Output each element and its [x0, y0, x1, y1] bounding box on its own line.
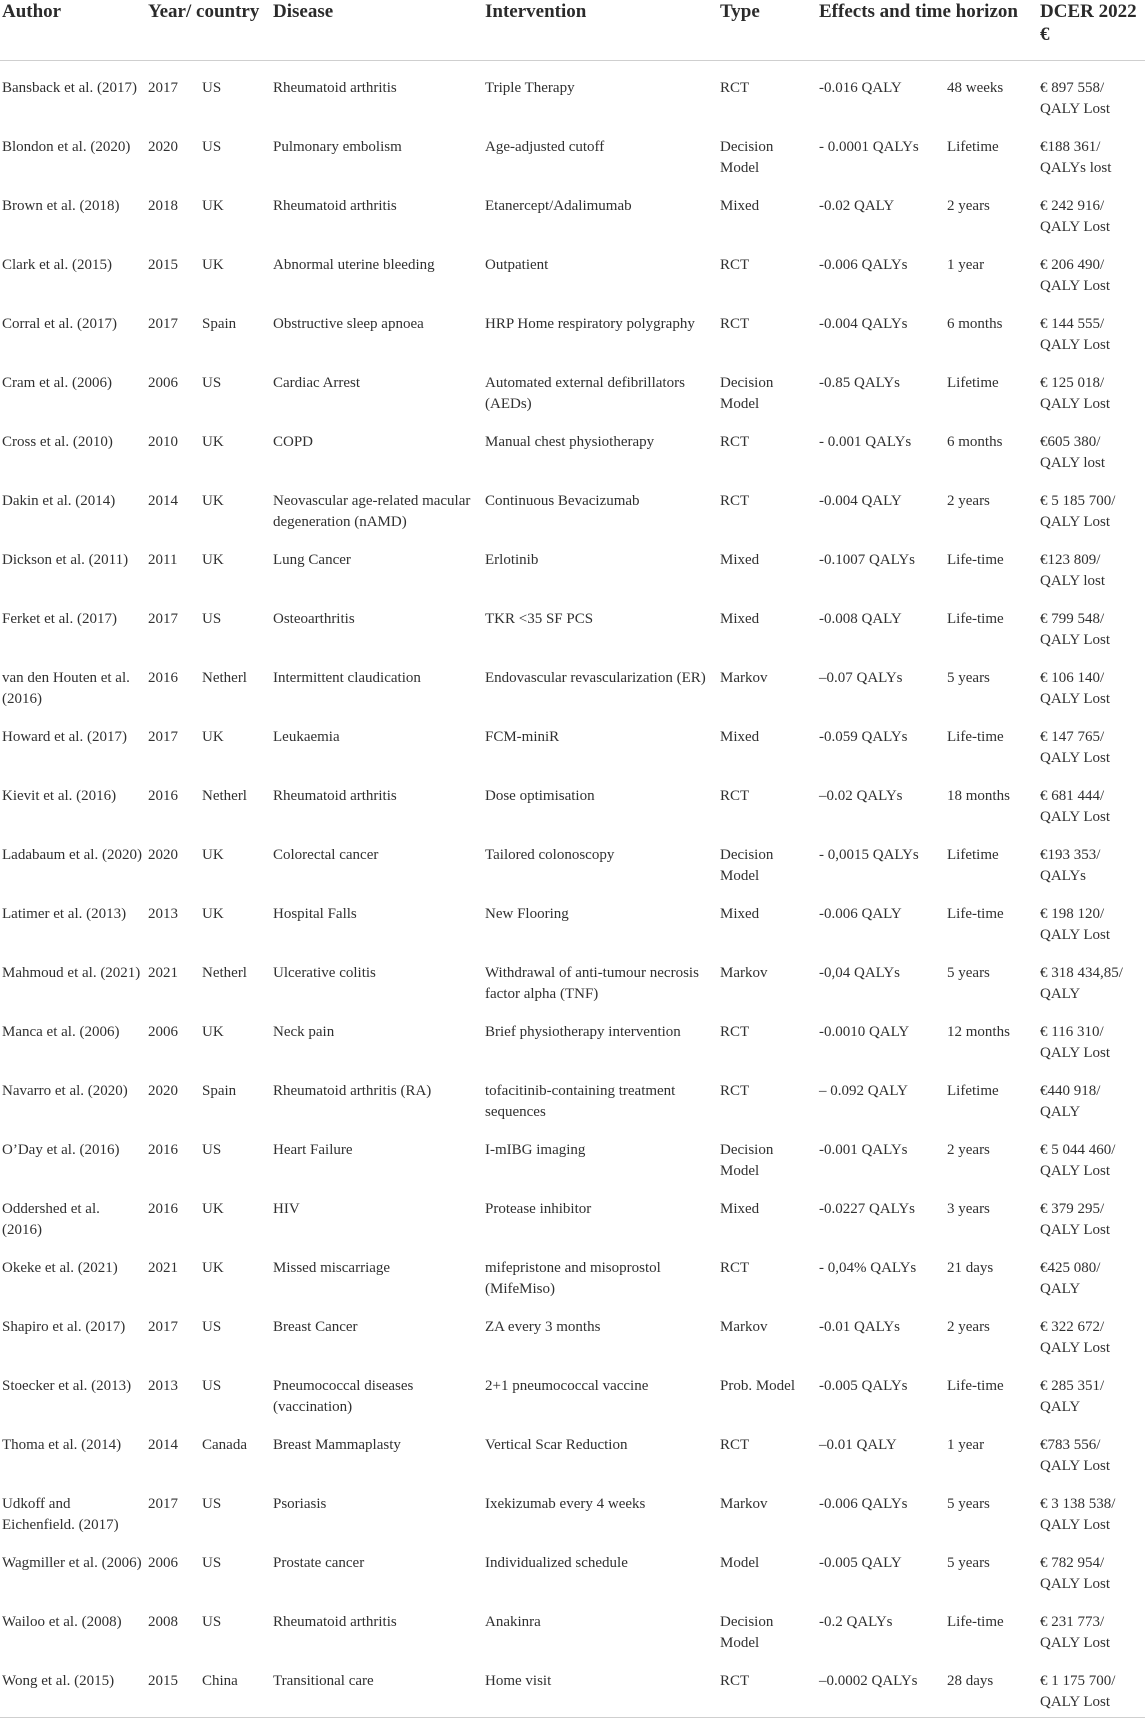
cell-effect: -0.016 QALY — [819, 80, 902, 96]
cell-intervention: tofacitinib-containing treatment sequences — [485, 1083, 676, 1120]
cell-effect: -0.1007 QALYs — [819, 552, 915, 568]
cell-intervention: Erlotinib — [485, 552, 539, 568]
cell-time-horizon: Life-time — [947, 1378, 1004, 1394]
cell-disease: Rheumatoid arthritis — [273, 80, 397, 96]
cell-effect: -0.004 QALYs — [819, 316, 908, 332]
cell-author: Stoecker et al. (2013) — [2, 1378, 132, 1394]
cell-country: Netherl — [202, 965, 247, 981]
table-row — [0, 651, 1145, 710]
cell-author: Kievit et al. (2016) — [2, 788, 117, 804]
cell-type: Markov — [720, 670, 768, 686]
cell-dcer: € 198 120/ QALY Lost — [1040, 906, 1111, 943]
cell-country: UK — [202, 906, 224, 922]
cell-author: Clark et al. (2015) — [2, 257, 112, 273]
cell-dcer: € 1 175 700/ QALY Lost — [1038, 1654, 1145, 1718]
cell-year: 2015 — [148, 257, 178, 273]
cell-country: UK — [202, 257, 224, 273]
cell-country: US — [202, 1496, 222, 1512]
cell-type: RCT — [720, 1260, 750, 1276]
cell-intervention: Age-adjusted cutoff — [485, 139, 605, 155]
cell-year: 2016 — [148, 1201, 178, 1217]
cell-type: RCT — [720, 434, 750, 450]
header-dcer: DCER 2022 € — [1038, 0, 1145, 61]
cell-author: Howard et al. (2017) — [2, 729, 127, 745]
cell-intervention: Protease inhibitor — [485, 1201, 592, 1217]
cell-type: RCT — [720, 493, 750, 509]
table-row — [0, 1477, 1145, 1536]
cell-author: Mahmoud et al. (2021) — [2, 965, 141, 981]
cell-author: Navarro et al. (2020) — [2, 1083, 128, 1099]
cell-type: RCT — [720, 80, 750, 96]
cell-author: Ferket et al. (2017) — [2, 611, 117, 627]
header-intervention: Intervention — [483, 0, 718, 61]
cell-disease: Ulcerative colitis — [273, 965, 376, 981]
table-row — [0, 61, 1145, 121]
table-row — [0, 356, 1145, 415]
cell-intervention: Continuous Bevacizumab — [485, 493, 640, 509]
table-row — [0, 887, 1145, 946]
cell-time-horizon: 2 years — [947, 1319, 990, 1335]
cell-year: 2008 — [148, 1614, 178, 1630]
cell-year: 2017 — [148, 1319, 178, 1335]
cell-country: Netherl — [202, 788, 247, 804]
cell-country: US — [202, 611, 222, 627]
cell-year: 2020 — [148, 847, 178, 863]
cell-year: 2014 — [148, 493, 178, 509]
cell-time-horizon: Life-time — [947, 729, 1004, 745]
table-row — [0, 1005, 1145, 1064]
cell-author: Cram et al. (2006) — [2, 375, 112, 391]
cell-country: Netherl — [202, 670, 247, 686]
cell-time-horizon: 12 months — [947, 1024, 1010, 1040]
cell-author: Wagmiller et al. (2006) — [2, 1555, 142, 1571]
cell-author: Corral et al. (2017) — [2, 316, 117, 332]
cell-intervention: Ixekizumab every 4 weeks — [485, 1496, 646, 1512]
cell-disease: Lung Cancer — [273, 552, 351, 568]
cell-effect: –0.01 QALY — [819, 1437, 897, 1453]
cell-dcer: € 116 310/ QALY Lost — [1040, 1024, 1111, 1061]
table-row — [0, 1418, 1145, 1477]
cell-intervention: Outpatient — [485, 257, 549, 273]
table-row — [0, 179, 1145, 238]
cell-type: Mixed — [720, 552, 760, 568]
cell-type: RCT — [720, 788, 750, 804]
cell-effect: -0,04 QALYs — [819, 965, 900, 981]
table-row — [0, 1123, 1145, 1182]
cell-year: 2015 — [146, 1654, 200, 1718]
cell-dcer: €123 809/ QALY lost — [1040, 552, 1106, 589]
cell-type: Mixed — [720, 729, 760, 745]
cell-type: Mixed — [720, 906, 760, 922]
cell-time-horizon: 5 years — [947, 670, 990, 686]
cell-dcer: € 5 185 700/ QALY Lost — [1040, 493, 1116, 530]
cell-disease: Breast Mammaplasty — [273, 1437, 401, 1453]
table-row — [0, 533, 1145, 592]
table-body — [0, 61, 1145, 1718]
cell-type: Decision Model — [720, 375, 774, 412]
cell-dcer: € 147 765/ QALY Lost — [1040, 729, 1111, 766]
cell-author: Oddershed et al. (2016) — [2, 1201, 100, 1238]
cell-country: UK — [202, 493, 224, 509]
cell-author: Bansback et al. (2017) — [2, 80, 137, 96]
cell-type: RCT — [720, 1083, 750, 1099]
header-year-country: Year/ country — [146, 0, 271, 61]
cell-country: US — [202, 1142, 222, 1158]
cell-disease: Breast Cancer — [273, 1319, 358, 1335]
cell-country: US — [202, 139, 222, 155]
cell-dcer: €188 361/ QALYs lost — [1040, 139, 1112, 176]
cell-disease: Neck pain — [273, 1024, 335, 1040]
cell-type: RCT — [720, 1024, 750, 1040]
cell-year: 2021 — [148, 965, 178, 981]
cell-intervention: Etanercept/Adalimumab — [485, 198, 632, 214]
cell-disease: Hospital Falls — [273, 906, 357, 922]
cell-type: RCT — [720, 1437, 750, 1453]
cell-disease: Intermittent claudication — [273, 670, 421, 686]
cell-type: Decision Model — [720, 847, 774, 884]
cell-time-horizon: Life-time — [947, 906, 1004, 922]
cell-type: Mixed — [720, 198, 760, 214]
cell-time-horizon: Lifetime — [947, 1083, 999, 1099]
cell-type: Decision Model — [720, 1614, 774, 1651]
cell-country: UK — [202, 729, 224, 745]
cell-intervention: Endovascular revascularization (ER) — [485, 670, 706, 686]
cell-author: Udkoff and Eichenfield. (2017) — [2, 1496, 119, 1533]
cell-effect: -0.005 QALY — [819, 1555, 902, 1571]
cell-effect: -0.0227 QALYs — [819, 1201, 915, 1217]
cell-disease: Heart Failure — [273, 1142, 353, 1158]
cell-author: Ladabaum et al. (2020) — [2, 847, 142, 863]
cell-disease: Rheumatoid arthritis (RA) — [273, 1083, 432, 1099]
cell-disease: Prostate cancer — [273, 1555, 365, 1571]
cell-author: Latimer et al. (2013) — [2, 906, 127, 922]
cell-dcer: € 681 444/ QALY Lost — [1040, 788, 1111, 825]
cell-effect: -0.85 QALYs — [819, 375, 900, 391]
cell-author: Shapiro et al. (2017) — [2, 1319, 126, 1335]
cell-author: Wailoo et al. (2008) — [2, 1614, 122, 1630]
cell-disease: Colorectal cancer — [273, 847, 379, 863]
cell-time-horizon: 18 months — [947, 788, 1010, 804]
cell-effect: –0.07 QALYs — [819, 670, 903, 686]
cell-year: 2014 — [148, 1437, 178, 1453]
cell-dcer: € 5 044 460/ QALY Lost — [1040, 1142, 1116, 1179]
cell-dcer: € 231 773/ QALY Lost — [1040, 1614, 1111, 1651]
cell-intervention: Home visit — [483, 1654, 718, 1718]
table-row — [0, 297, 1145, 356]
cell-year: 2018 — [148, 198, 178, 214]
cell-disease: Osteoarthritis — [273, 611, 355, 627]
cell-time-horizon: 2 years — [947, 493, 990, 509]
cell-time-horizon: 6 months — [947, 434, 1003, 450]
cell-effect: - 0,0015 QALYs — [819, 847, 919, 863]
cell-author: Brown et al. (2018) — [2, 198, 120, 214]
cell-disease: Psoriasis — [273, 1496, 327, 1512]
cell-year: 2006 — [148, 1555, 178, 1571]
cell-time-horizon: Life-time — [947, 611, 1004, 627]
header-author: Author — [0, 0, 146, 61]
cell-year: 2010 — [148, 434, 178, 450]
cell-effect: - 0.001 QALYs — [819, 434, 912, 450]
cell-country: UK — [202, 1201, 224, 1217]
header-effects: Effects and time horizon — [817, 0, 1038, 61]
cell-author: Cross et al. (2010) — [2, 434, 113, 450]
cell-intervention: Anakinra — [485, 1614, 541, 1630]
cell-time-horizon: Life-time — [947, 1614, 1004, 1630]
cell-intervention: New Flooring — [485, 906, 569, 922]
cell-dcer: € 799 548/ QALY Lost — [1040, 611, 1111, 648]
cell-dcer: €193 353/ QALYs — [1040, 847, 1101, 884]
cell-year: 2016 — [148, 788, 178, 804]
cell-dcer: € 285 351/ QALY — [1040, 1378, 1105, 1415]
cell-time-horizon: 21 days — [947, 1260, 994, 1276]
cell-author: O’Day et al. (2016) — [2, 1142, 120, 1158]
table-row — [0, 710, 1145, 769]
table-row — [0, 1595, 1145, 1654]
cell-disease: Rheumatoid arthritis — [273, 788, 397, 804]
cell-disease: Obstructive sleep apnoea — [273, 316, 424, 332]
cell-time-horizon: 1 year — [947, 257, 985, 273]
cell-effect: -0.01 QALYs — [819, 1319, 900, 1335]
cell-disease: Neovascular age-related macular degeneration (nAMD) — [273, 493, 471, 530]
cell-effect: -0.005 QALYs — [819, 1378, 908, 1394]
cell-dcer: € 322 672/ QALY Lost — [1040, 1319, 1111, 1356]
cell-effect: -0.059 QALYs — [819, 729, 908, 745]
cell-effect: - 0.0001 QALYs — [819, 139, 919, 155]
cell-country: UK — [202, 552, 224, 568]
cell-disease: Cardiac Arrest — [273, 375, 361, 391]
cell-country: Spain — [202, 316, 237, 332]
cell-time-horizon: Lifetime — [947, 847, 999, 863]
table-row — [0, 1241, 1145, 1300]
cell-effect: - 0,04% QALYs — [819, 1260, 917, 1276]
cell-time-horizon: 2 years — [947, 1142, 990, 1158]
cell-dcer: € 144 555/ QALY Lost — [1040, 316, 1111, 353]
cell-disease: Pneumococcal diseases (vaccination) — [273, 1378, 414, 1415]
table-header — [0, 0, 1145, 61]
cell-intervention: Dose optimisation — [485, 788, 595, 804]
cell-disease: COPD — [273, 434, 314, 450]
cell-time-horizon: 5 years — [947, 965, 990, 981]
cell-author: Thoma et al. (2014) — [2, 1437, 122, 1453]
cell-disease: Leukaemia — [273, 729, 340, 745]
table-row — [0, 828, 1145, 887]
cell-intervention: Tailored colonoscopy — [485, 847, 615, 863]
cell-country: UK — [202, 434, 224, 450]
table-row — [0, 1359, 1145, 1418]
cell-effect: -0.2 QALYs — [819, 1614, 893, 1630]
cell-dcer: € 782 954/ QALY Lost — [1040, 1555, 1111, 1592]
cell-country: China — [200, 1654, 271, 1718]
table-row — [0, 238, 1145, 297]
table-row — [0, 120, 1145, 179]
cell-year: 2006 — [148, 375, 178, 391]
cell-year: 2017 — [148, 729, 178, 745]
cell-effect: -0.0010 QALY — [819, 1024, 910, 1040]
cell-country: UK — [202, 1024, 224, 1040]
cell-disease: Rheumatoid arthritis — [273, 198, 397, 214]
cell-intervention: HRP Home respiratory polygraphy — [485, 316, 695, 332]
header-type: Type — [718, 0, 817, 61]
cell-type: Mixed — [720, 611, 760, 627]
cell-time-horizon: 6 months — [947, 316, 1003, 332]
cell-author: Wong et al. (2015) — [0, 1654, 146, 1718]
cell-country: US — [202, 1614, 222, 1630]
cell-effect: –0.02 QALYs — [819, 788, 903, 804]
cell-year: 2017 — [148, 316, 178, 332]
cell-disease: Rheumatoid arthritis — [273, 1614, 397, 1630]
cell-year: 2013 — [148, 906, 178, 922]
cell-time-horizon: 5 years — [947, 1496, 990, 1512]
cell-disease: Missed miscarriage — [273, 1260, 391, 1276]
cell-time-horizon: 3 years — [947, 1201, 990, 1217]
cell-country: US — [202, 1378, 222, 1394]
cell-type: Decision Model — [720, 1142, 774, 1179]
cell-time-horizon: 5 years — [947, 1555, 990, 1571]
cell-year: 2020 — [148, 1083, 178, 1099]
cell-intervention: Individualized schedule — [485, 1555, 628, 1571]
table-row — [0, 769, 1145, 828]
cell-dcer: € 318 434,85/ QALY — [1040, 965, 1123, 1002]
cell-type: Prob. Model — [720, 1378, 795, 1394]
cell-author: Dakin et al. (2014) — [2, 493, 116, 509]
cell-intervention: Triple Therapy — [485, 80, 575, 96]
cell-dcer: € 242 916/ QALY Lost — [1040, 198, 1111, 235]
cell-time-horizon: 1 year — [947, 1437, 985, 1453]
cell-effect: –0.0002 QALYs — [817, 1654, 945, 1718]
table-row — [0, 474, 1145, 533]
cell-intervention: Withdrawal of anti-tumour necrosis factor alpha (TNF) — [485, 965, 699, 1002]
cell-intervention: Vertical Scar Reduction — [485, 1437, 628, 1453]
cell-time-horizon: 48 weeks — [947, 80, 1004, 96]
table-row — [0, 1064, 1145, 1123]
cell-dcer: € 897 558/ QALY Lost — [1040, 80, 1111, 117]
cell-author: Dickson et al. (2011) — [2, 552, 129, 568]
cell-intervention: Brief physiotherapy intervention — [485, 1024, 681, 1040]
cell-author: Manca et al. (2006) — [2, 1024, 120, 1040]
cell-effect: -0.006 QALYs — [819, 257, 908, 273]
cell-dcer: €783 556/ QALY Lost — [1040, 1437, 1111, 1474]
cell-intervention: mifepristone and misoprostol (MifeMiso) — [485, 1260, 661, 1297]
cell-time-horizon: Lifetime — [947, 375, 999, 391]
cell-year: 2016 — [148, 670, 178, 686]
cell-effect: -0.02 QALY — [819, 198, 895, 214]
header-disease: Disease — [271, 0, 483, 61]
table-row — [0, 1300, 1145, 1359]
cell-time-horizon: Lifetime — [947, 139, 999, 155]
table-row — [0, 946, 1145, 1005]
cell-year: 2016 — [148, 1142, 178, 1158]
cell-author: Okeke et al. (2021) — [2, 1260, 118, 1276]
table-row — [0, 1654, 1145, 1718]
cell-country: US — [202, 1555, 222, 1571]
cell-type: Model — [720, 1555, 760, 1571]
cell-disease: Pulmonary embolism — [273, 139, 402, 155]
cell-country: Canada — [202, 1437, 247, 1453]
cell-effect: -0.008 QALY — [819, 611, 902, 627]
cell-effect: -0.001 QALYs — [819, 1142, 908, 1158]
cell-year: 2017 — [148, 611, 178, 627]
cell-type: RCT — [720, 257, 750, 273]
cell-dcer: € 125 018/ QALY Lost — [1040, 375, 1111, 412]
cell-intervention: 2+1 pneumococcal vaccine — [485, 1378, 649, 1394]
cell-type: Decision Model — [720, 139, 774, 176]
table-row — [0, 415, 1145, 474]
cell-disease: Abnormal uterine bleeding — [273, 257, 435, 273]
cell-time-horizon: 2 years — [947, 198, 990, 214]
cell-dcer: €440 918/ QALY — [1040, 1083, 1101, 1120]
cell-intervention: FCM-miniR — [485, 729, 560, 745]
cell-year: 2017 — [148, 80, 178, 96]
cell-type: RCT — [720, 316, 750, 332]
cell-country: UK — [202, 847, 224, 863]
cell-time-horizon: 28 days — [945, 1654, 1038, 1718]
cell-type: Mixed — [720, 1201, 760, 1217]
cell-country: Spain — [202, 1083, 237, 1099]
cell-country: US — [202, 1319, 222, 1335]
cell-year: 2017 — [148, 1496, 178, 1512]
cell-effect: -0.004 QALY — [819, 493, 902, 509]
cell-effect: – 0.092 QALY — [819, 1083, 908, 1099]
cell-author: Blondon et al. (2020) — [2, 139, 131, 155]
cell-intervention: ZA every 3 months — [485, 1319, 601, 1335]
cell-dcer: €605 380/ QALY lost — [1040, 434, 1106, 471]
cell-type: Markov — [720, 965, 768, 981]
cell-dcer: €425 080/ QALY — [1040, 1260, 1101, 1297]
table-row — [0, 592, 1145, 651]
cell-year: 2006 — [148, 1024, 178, 1040]
cell-dcer: € 379 295/ QALY Lost — [1040, 1201, 1111, 1238]
cell-time-horizon: Life-time — [947, 552, 1004, 568]
cell-effect: -0.006 QALY — [819, 906, 902, 922]
cell-dcer: € 3 138 538/ QALY Lost — [1040, 1496, 1116, 1533]
cell-country: US — [202, 375, 222, 391]
cell-disease: HIV — [273, 1201, 300, 1217]
cell-effect: -0.006 QALYs — [819, 1496, 908, 1512]
cell-intervention: Automated external defibrillators (AEDs) — [485, 375, 685, 412]
cell-country: UK — [202, 198, 224, 214]
cell-intervention: Manual chest physiotherapy — [485, 434, 655, 450]
table-row — [0, 1536, 1145, 1595]
cell-country: UK — [202, 1260, 224, 1276]
cell-intervention: TKR <35 SF PCS — [485, 611, 594, 627]
cell-year: 2020 — [148, 139, 178, 155]
cell-year: 2013 — [148, 1378, 178, 1394]
cell-type: Markov — [720, 1319, 768, 1335]
cell-intervention: I-mIBG imaging — [485, 1142, 586, 1158]
cell-type: RCT — [718, 1654, 817, 1718]
cell-country: US — [202, 80, 222, 96]
cell-disease: Transitional care — [271, 1654, 483, 1718]
cell-year: 2021 — [148, 1260, 178, 1276]
cell-dcer: € 106 140/ QALY Lost — [1040, 670, 1111, 707]
cell-type: Markov — [720, 1496, 768, 1512]
cell-author: van den Houten et al. (2016) — [2, 670, 130, 707]
table-row — [0, 1182, 1145, 1241]
cell-dcer: € 206 490/ QALY Lost — [1040, 257, 1111, 294]
cell-year: 2011 — [148, 552, 178, 568]
